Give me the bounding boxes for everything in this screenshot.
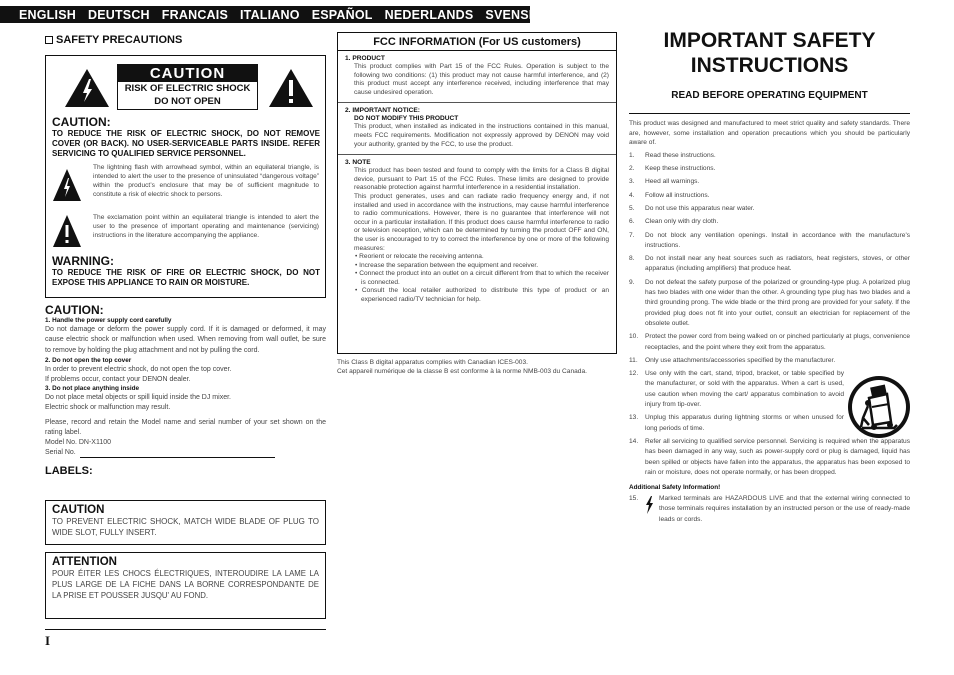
title-divider: [629, 113, 910, 114]
safety-item: [629, 217, 910, 227]
fcc-product-text: This product complies with Part 15 of the FCC Rules. Operation is subject to the following two conditions: (1) this product may not cause harmful interference, and (2) this product must accept any interference received, including interference that may cause undesired operation.: [354, 63, 609, 96]
checkbox-square-icon: [45, 36, 53, 44]
exclamation-explanation: The exclamation point within an equilateral triangle is intended to alert the user to the presence of important operating and maintenance (servicing) instructions in the literature accompanying the appliance.: [93, 214, 319, 239]
caution-label-line2: DO NOT OPEN: [154, 96, 221, 107]
fcc-product-heading: 1. PRODUCT: [345, 55, 385, 62]
important-safety-column: [629, 28, 910, 525]
fcc-product-section: [338, 51, 616, 103]
canada-compliance: [337, 359, 617, 376]
main-title-line1: IMPORTANT SAFETY: [663, 29, 876, 52]
label-caution-box: [45, 500, 326, 545]
lang-italiano[interactable]: ITALIANO: [239, 7, 300, 22]
safety-item-number: 9.: [629, 278, 635, 286]
safety-item-number: 7.: [629, 231, 635, 239]
safety-item-text: Protect the power cord from being walked on or pinched particularly at plugs, convenience receptacles, and the point where they exit from the apparatus.: [645, 333, 910, 351]
safety-item-number: 1.: [629, 151, 635, 159]
caution2-heading: CAUTION:: [45, 303, 104, 317]
safety-item-15: 15. Marked terminals are HAZARDOUS LIVE and that the external wiring connected to those terminals requires installation by an instructed person or the use of ready-made leads or cords.: [629, 495, 910, 523]
lightning-warning-icon: [64, 68, 110, 108]
fcc-title: FCC INFORMATION (For US customers): [338, 33, 616, 51]
labels-heading: LABELS:: [45, 465, 93, 478]
safety-item-text: Unplug this apparatus during lightning storms or when unused for long periods of time.: [645, 414, 844, 432]
intro-text: This product was designed and manufactured to meet strict quality and safety standards. There are, however, some installation and operation precautions which you should be particularly aware of.: [629, 120, 910, 147]
safety-item-text: Do not use this apparatus near water.: [645, 204, 755, 212]
serial-number-row: [45, 448, 326, 458]
safety-item-number: 12.: [629, 370, 639, 378]
item1-text: Do not damage or deform the power supply cord. If it is damaged or deformed, it may cause electric shock or malfunction when used. When removing from wall outlet, be sure to remove by holding the plug attachment and not by pulling the cord.: [45, 326, 326, 354]
fcc-bullet: • Consult the local retailer authorized to distribute this type of product or an experienced radio/TV technician for help.: [355, 287, 609, 304]
canada-french: Cet appareil numérique de la classe B est conforme à la norme NMB-003 du Canada.: [337, 367, 587, 375]
main-title-line2: INSTRUCTIONS: [690, 54, 849, 77]
item3-text1: Do not place metal objects or spill liquid inside the DJ mixer.: [45, 394, 231, 402]
safety-item-text: Do not block any ventilation openings. Install in accordance with the manufacture's instructions.: [645, 231, 910, 249]
safety-item-number: 6.: [629, 218, 635, 226]
safety-item-text: Heed all warnings.: [645, 178, 700, 186]
exclamation-symbol-icon: [52, 214, 82, 249]
item2-text2: If problems occur, contact your DENON dealer.: [45, 376, 191, 384]
safety-item-number: 14.: [629, 437, 639, 445]
caution-items-section: [45, 303, 326, 477]
fcc-bullet: • Increase the separation between the equipment and receiver.: [355, 261, 539, 269]
exclamation-warning-icon: [268, 68, 314, 108]
lightning-symbol-icon: [52, 168, 82, 203]
safety-item: [629, 254, 910, 275]
caution-panel: [45, 55, 326, 298]
safety-item: [629, 177, 910, 187]
caution-label-line1: RISK OF ELECTRIC SHOCK: [124, 83, 251, 94]
caution-heading: CAUTION:: [52, 115, 111, 129]
fcc-bullet: • Reorient or relocate the receiving antenna.: [355, 253, 484, 261]
item3-text2: Electric shock or malfunction may result.: [45, 404, 171, 412]
serial-number-label: Serial No.: [45, 449, 76, 457]
label-attention-text: POUR ÉITER LES CHOCS ÉLECTRIQUES, INTEROUDIRE LA LAME LA PLUS LARGE DE LA FICHE DANS LA BORNE CORRESPONDANTE DE LA PRISE ET POUSSER JUSQU' AU FOND.: [52, 569, 319, 600]
safety-item: [629, 437, 910, 478]
safety-item-number: 2.: [629, 165, 635, 173]
canada-english: This Class B digital apparatus complies with Canadian ICES-003.: [337, 359, 528, 366]
label-caution-text: TO PREVENT ELECTRIC SHOCK, MATCH WIDE BLADE OF PLUG TO WIDE SLOT, FULLY INSERT.: [52, 517, 319, 537]
safety-item-text: Refer all servicing to qualified service personnel. Servicing is required when the apparatus has been damaged in any way, such as power-supply cord or plug is damaged, liquid has been spilled or objects have fallen into the apparatus, the apparatus has been exposed to rain or moisture, does not operate normally, or has been dropped.: [645, 437, 910, 476]
item2-text1: In order to prevent electric shock, do not open the top cover.: [45, 366, 232, 374]
safety-item-text: Read these instructions.: [645, 151, 716, 159]
fcc-notice-subheading: DO NOT MODIFY THIS PRODUCT: [354, 115, 459, 123]
safety-precautions-column: [45, 34, 326, 46]
safety-item-number: 4.: [629, 191, 635, 199]
hazardous-live-icon: [645, 496, 654, 514]
lang-english[interactable]: ENGLISH: [19, 7, 76, 22]
lang-nederlands[interactable]: NEDERLANDS: [384, 7, 474, 22]
safety-item-text: Only use attachments/accessories specified by the manufacturer.: [645, 356, 836, 364]
safety-item-text: Clean only with dry cloth.: [645, 218, 719, 226]
caution-label-title: CAUTION: [118, 65, 257, 82]
main-subtitle: READ BEFORE OPERATING EQUIPMENT: [671, 90, 868, 101]
fcc-note-text1: This product has been tested and found to comply with the limits for a Class B digital device, pursuant to Part 15 of the FCC Rules. These limits are designed to provide reasonable protection against harmful interference in a residential installation.: [354, 167, 609, 192]
record-text: Please, record and retain the Model name and serial number of your set shown on the rating label.: [45, 419, 326, 437]
safety-item-text: Follow all instructions.: [645, 191, 710, 199]
fcc-notice-text: This product, when installed as indicated in the instructions contained in this manual, meets FCC requirements. Modification not expressly approved by DENON may void your authority, granted by the FCC, to use the product.: [354, 123, 609, 148]
warning-heading: WARNING:: [52, 254, 114, 268]
label-attention-box: [45, 552, 326, 619]
safety-item: [629, 278, 910, 329]
safety-item: [629, 204, 910, 214]
fcc-note-heading: 3. NOTE: [345, 159, 371, 167]
item1-title: 1. Handle the power supply cord carefully: [45, 317, 172, 324]
serial-number-line: [80, 450, 275, 458]
safety-item: [629, 191, 910, 201]
item3-title: 3. Do not place anything inside: [45, 385, 140, 393]
safety-item-text: Do not defeat the safety purpose of the polarized or grounding-type plug. A polarized plug has two blades with one wider than the other. A grounding type plug has two blades and a third grounding prong. The wide blade or the third prong are provided for your safety. If the provided plug does not fit into your outlet, consult an electrician for replacement of the obsolete outlet.: [645, 278, 910, 327]
label-caution-heading: CAUTION: [52, 504, 105, 516]
safety-item-text: Do not install near any heat sources such as radiators, heat registers, stoves, or other apparatus (including amplifiers) that produce heat.: [645, 255, 910, 273]
safety-item: [629, 231, 910, 252]
lang-espanol[interactable]: ESPAÑOL: [311, 7, 373, 22]
item2-title: 2. Do not open the top cover: [45, 357, 132, 365]
safety-item-number: 11.: [629, 356, 638, 364]
lang-deutsch[interactable]: DEUTSCH: [87, 7, 150, 22]
safety-item-number: 13.: [629, 414, 639, 422]
caution-text: TO REDUCE THE RISK OF ELECTRIC SHOCK, DO NOT REMOVE COVER (OR BACK). NO USER-SERVICEABLE PARTS INSIDE. REFER SERVICING TO QUALIFIED SERVICE PERSONNEL.: [52, 129, 320, 158]
fcc-bullet: • Connect the product into an outlet on a circuit different from that to which the receiver is connected.: [355, 270, 609, 286]
warning-text: TO REDUCE THE RISK OF FIRE OR ELECTRIC SHOCK, DO NOT EXPOSE THIS APPLIANCE TO RAIN OR MOISTURE.: [52, 268, 320, 287]
safety-item-text: Keep these instructions.: [645, 165, 716, 173]
additional-safety-heading: Additional Safety Information!: [629, 484, 721, 492]
lightning-explanation: The lightning flash with arrowhead symbol, within an equilateral triangle, is intended to alert the user to the presence of uninsulated “dangerous voltage” within the product’s enclosure that may be of sufficient magnitude to constitute a risk of electric shock to persons.: [93, 164, 319, 198]
page-number: I: [45, 633, 51, 648]
safety-item-number: 10.: [629, 333, 639, 341]
page-divider: [45, 629, 326, 630]
safety-item: [629, 332, 910, 353]
safety-item-number: 5.: [629, 204, 635, 212]
language-bar: [0, 6, 548, 23]
safety-item: [629, 151, 910, 161]
safety-precautions-heading: SAFETY PRECAUTIONS: [45, 34, 326, 46]
model-number: Model No. DN-X1100: [45, 439, 112, 447]
safety-item-number: 3.: [629, 178, 635, 186]
fcc-information-box: [337, 32, 617, 354]
lang-francais[interactable]: FRANCAIS: [161, 7, 228, 22]
safety-item: [629, 164, 910, 174]
safety-item-number: 8.: [629, 255, 635, 263]
safety-item: [629, 356, 910, 366]
caution-label: [117, 64, 258, 110]
fcc-note-section: [338, 155, 616, 310]
lang-svenska[interactable]: SVENSKA: [485, 7, 548, 22]
cart-tipover-warning-icon: [847, 372, 911, 442]
fcc-notice-section: [338, 103, 616, 155]
safety-item-text: Use only with the cart, stand, tripod, bracket, or table specified by the manufacturer, or sold with the apparatus. When a cart is used, use caution when moving the cart/ apparatus combination to avoid injury from tip-over.: [645, 370, 844, 409]
label-attention-heading: ATTENTION: [52, 556, 117, 568]
fcc-notice-heading: 2. IMPORTANT NOTICE:: [345, 107, 420, 115]
fcc-note-text2: This product generates, uses and can radiate radio frequency energy and, if not installed and used in accordance with the instructions, may cause harmful interference to radio communications. However, there is no guarantee that interference will not occur in a particular installation. If this product does cause harmful interference to radio or television reception, which can be determined by turning the product OFF and ON, the user is encouraged to try to correct the interference by one or more of the following measures:: [354, 192, 609, 252]
